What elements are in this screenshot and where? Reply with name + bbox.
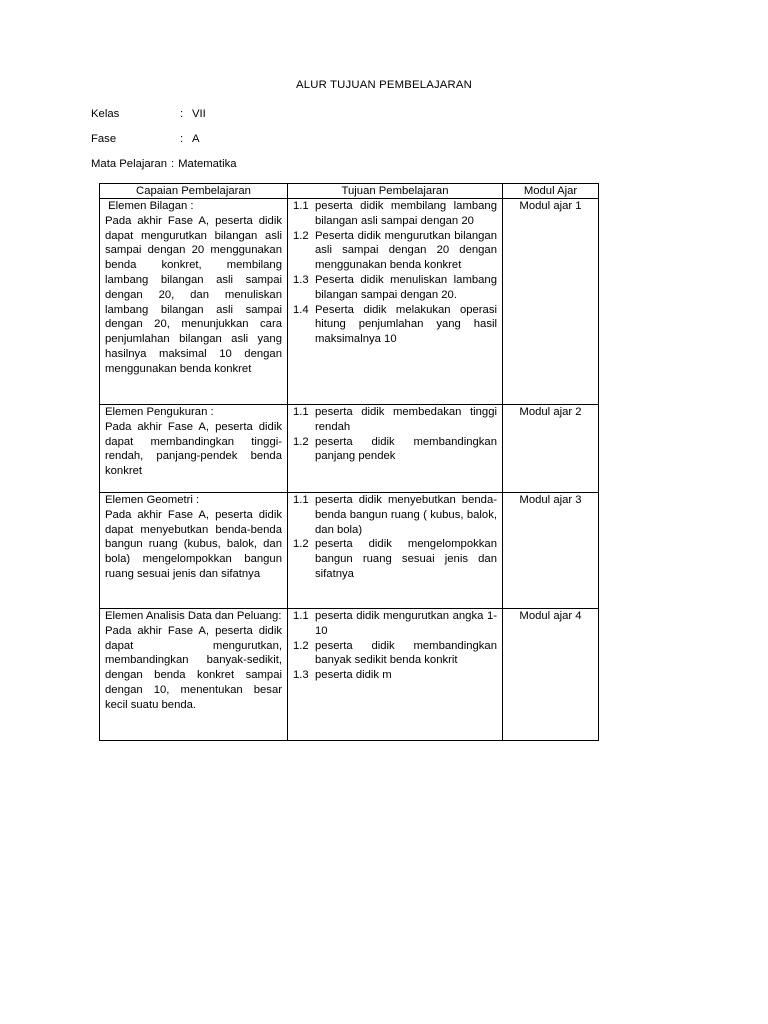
modul-cell: Modul ajar 3	[503, 493, 599, 609]
tujuan-number: 1.3	[293, 273, 309, 286]
capaian-cell	[100, 493, 288, 609]
capaian-title: Elemen Bilagan :	[105, 200, 194, 212]
tujuan-item	[293, 493, 497, 537]
modul-cell: Modul ajar 1	[503, 199, 599, 405]
table-row	[100, 199, 599, 405]
tujuan-text: peserta didik membilang lambang bilangan asli sampai dengan 20	[315, 200, 497, 227]
tujuan-item	[293, 537, 497, 581]
meta-value: A	[192, 133, 200, 145]
tujuan-item	[293, 639, 497, 669]
tujuan-text: Peserta didik menuliskan lambang bilangan sampai dengan 20.	[315, 273, 497, 301]
meta-colon: :	[170, 158, 175, 170]
header-capaian: Capaian Pembelajaran	[100, 184, 288, 199]
tujuan-text: peserta didik membandingkan panjang pendek	[315, 435, 497, 463]
tujuan-item	[293, 609, 497, 639]
modul-cell: Modul ajar 4	[503, 609, 599, 741]
meta-value: Matematika	[178, 158, 237, 170]
meta-label: Kelas	[91, 108, 120, 120]
table-row	[100, 609, 599, 741]
tujuan-number: 1.3	[293, 669, 309, 682]
tujuan-text: peserta didik membandingkan banyak sedikit benda konkrit	[315, 639, 497, 667]
meta-colon: :	[180, 133, 184, 145]
tujuan-number: 1.1	[293, 494, 309, 506]
tujuan-text: peserta didik membedakan tinggi rendah	[315, 406, 497, 433]
tujuan-cell	[288, 199, 503, 405]
capaian-text: Pada akhir Fase A, peserta didik dapat menyebutkan benda-benda bangun ruang (kubus, balok, dan bola) mengelompokkan bangun ruang sesuai jenis dan sifatnya	[105, 508, 282, 580]
tujuan-number: 1.2	[293, 639, 309, 652]
meta-label: Mata Pelajaran	[91, 158, 167, 170]
tujuan-list	[293, 199, 497, 347]
tujuan-text: peserta didik menyebutkan benda-benda bangun ruang ( kubus, balok, dan bola)	[315, 494, 497, 536]
tujuan-item	[293, 303, 497, 347]
meta-value: VII	[192, 108, 206, 120]
tujuan-item	[293, 405, 497, 435]
meta-colon: :	[180, 108, 184, 120]
modul-cell: Modul ajar 2	[503, 405, 599, 493]
capaian-title: Elemen Pengukuran :	[105, 406, 214, 418]
tujuan-number: 1.2	[293, 538, 309, 551]
tujuan-item	[293, 435, 497, 465]
capaian-cell	[100, 609, 288, 741]
atp-table	[99, 183, 599, 741]
tujuan-number: 1.2	[293, 229, 309, 242]
tujuan-cell	[288, 405, 503, 493]
header-tujuan: Tujuan Pembelajaran	[288, 184, 503, 199]
tujuan-list	[293, 493, 497, 582]
tujuan-number: 1.1	[293, 200, 309, 212]
meta-label: Fase	[91, 133, 117, 145]
capaian-cell	[100, 199, 288, 405]
capaian-title: Elemen Geometri :	[105, 494, 200, 506]
tujuan-text: peserta didik mengurutkan angka 1-10	[315, 610, 497, 637]
meta-mata-pelajaran	[91, 158, 237, 170]
tujuan-item	[293, 229, 497, 273]
meta-fase	[91, 133, 200, 145]
capaian-title: Elemen Analisis Data dan Peluang:	[105, 610, 282, 622]
capaian-text: Pada akhir Fase A, peserta didik dapat mengurutkan bilangan asli sampai dengan 20 menggunakan benda konkret, membilang lambang bilangan asli sampai dengan 20, dan menuliskan lambang bilangan asli sampai dengan 20, menunjukkan cara penjumlahan bilangan asli yang hasilnya maksimal 10 dengan menggunakan benda konkret	[105, 214, 282, 375]
tujuan-text: peserta didik mengelompokkan bangun ruang sesuai jenis dan sifatnya	[315, 538, 497, 580]
tujuan-list	[293, 405, 497, 464]
tujuan-item	[293, 199, 497, 229]
header-modul: Modul Ajar	[503, 184, 599, 199]
tujuan-number: 1.1	[293, 406, 309, 418]
tujuan-number: 1.4	[293, 303, 309, 316]
tujuan-text: Peserta didik melakukan operasi hitung penjumlahan yang hasil maksimalnya 10	[315, 303, 497, 346]
tujuan-cell	[288, 493, 503, 609]
tujuan-text: peserta didik m	[315, 669, 392, 682]
tujuan-item	[293, 273, 497, 303]
tujuan-item	[293, 668, 497, 683]
table-header-row	[100, 184, 599, 199]
tujuan-cell	[288, 609, 503, 741]
table-row	[100, 493, 599, 609]
document-title: ALUR TUJUAN PEMBELAJARAN	[296, 79, 472, 91]
table-row	[100, 405, 599, 493]
capaian-text: Pada akhir Fase A, peserta didik dapat membandingkan tinggi-rendah, panjang-pendek benda konkret	[105, 420, 282, 478]
tujuan-number: 1.1	[293, 610, 309, 622]
capaian-text: Pada akhir Fase A, peserta didik dapat mengurutkan, membandingkan banyak-sedikit, dengan benda konkret sampai dengan 10, menentukan besar kecil suatu benda.	[105, 624, 282, 711]
tujuan-number: 1.2	[293, 435, 309, 448]
capaian-cell	[100, 405, 288, 493]
meta-kelas	[91, 108, 206, 120]
tujuan-list	[293, 609, 497, 683]
tujuan-text: Peserta didik mengurutkan bilangan asli sampai dengan 20 dengan menggunakan benda konkret	[315, 229, 497, 272]
